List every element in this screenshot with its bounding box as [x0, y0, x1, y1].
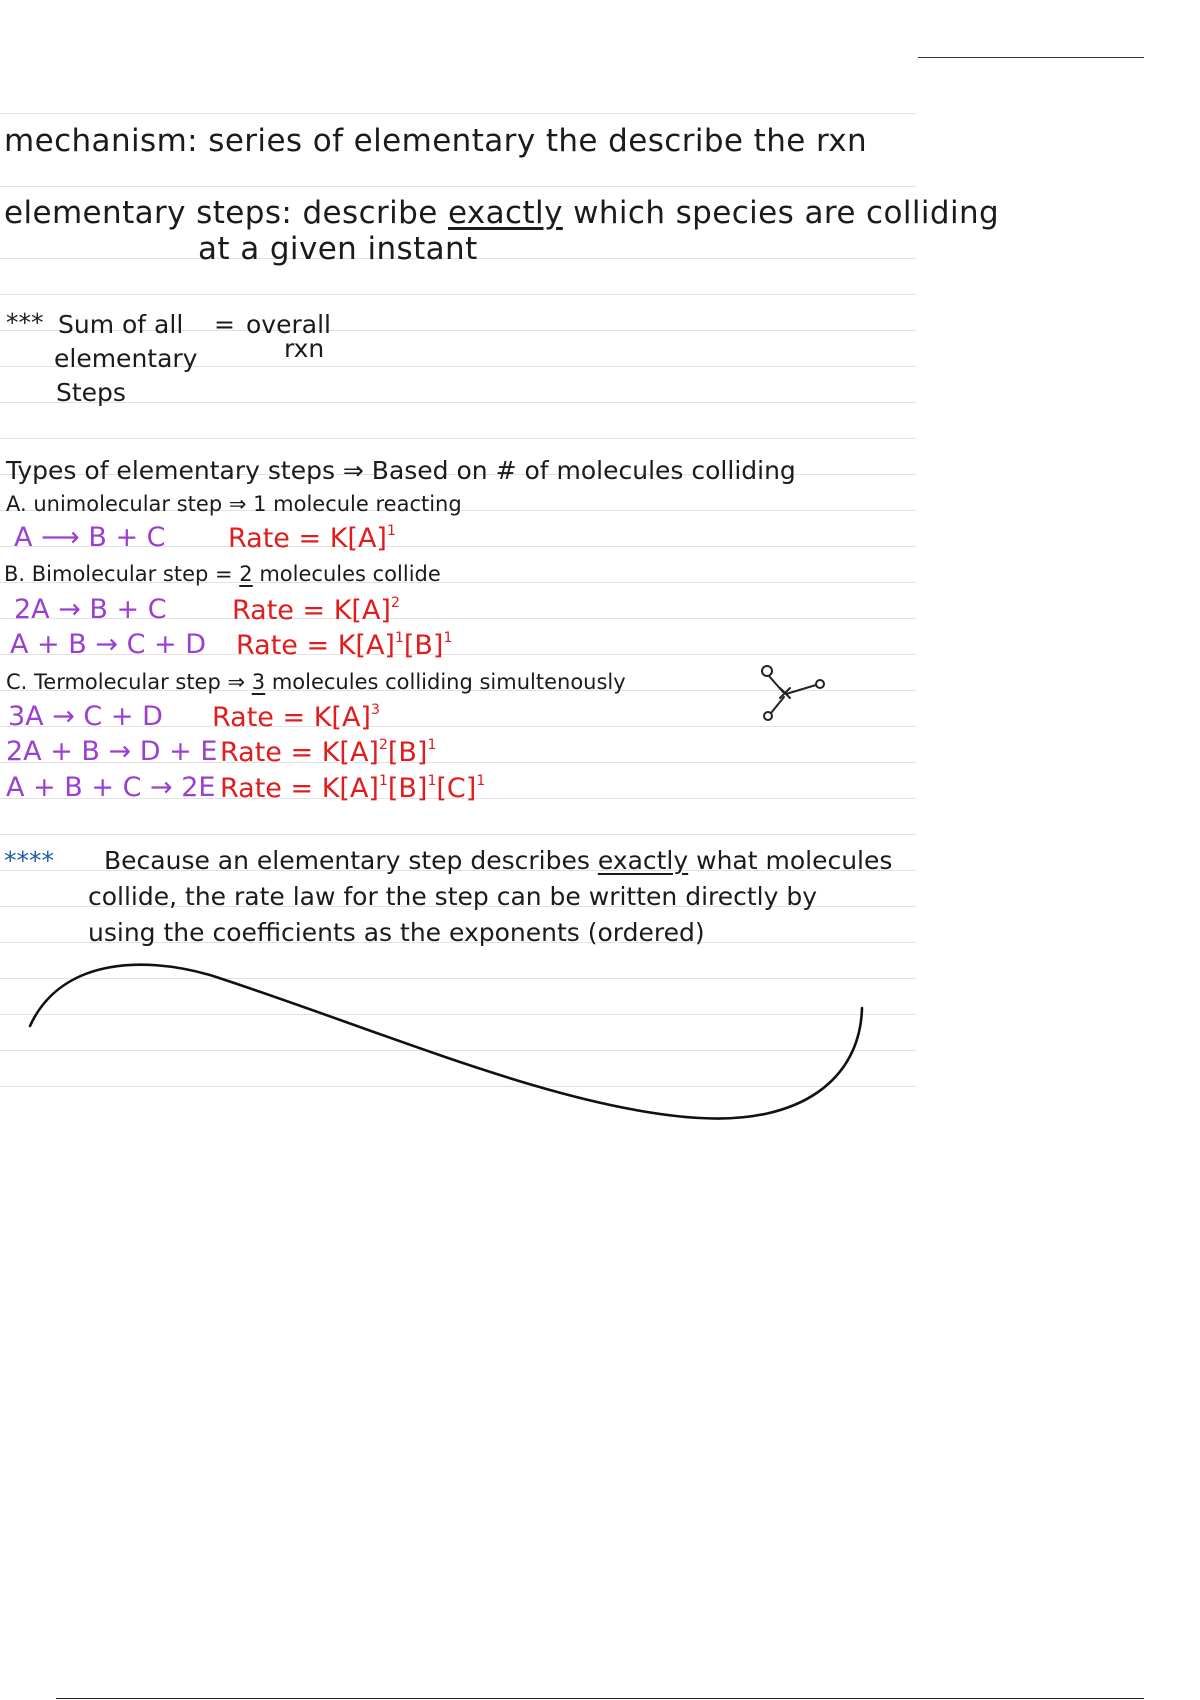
page-rule — [0, 186, 916, 187]
exactly-emphasis: exactly — [597, 846, 689, 875]
termolecular-equation-1: 3A → C + D — [8, 701, 163, 732]
rate-text: Rate = K[A] — [232, 595, 391, 626]
rate-text: Rate = K[A] — [212, 702, 371, 733]
sum-note-line3: Steps — [56, 378, 126, 407]
bimolecular-rate-law-1 — [232, 596, 400, 624]
elementary-steps-continuation: at a given instant — [198, 231, 478, 267]
page-rule — [0, 113, 916, 114]
termolecular-heading-prefix: C. Termolecular step ⇒ — [6, 670, 252, 694]
termolecular-heading-suffix: molecules colliding simultenously — [265, 670, 626, 694]
exactly-emphasis: exactly — [447, 195, 563, 231]
rate-law-note-line2: collide, the rate law for the step can be written directly by — [88, 882, 818, 911]
unimolecular-equation: A ⟶ B + C — [14, 522, 166, 553]
unimolecular-rate-law — [228, 524, 396, 552]
rate-exponent: 1 — [394, 630, 404, 646]
footer-rule — [56, 1698, 1144, 1699]
page-rule — [0, 834, 916, 835]
note-prefix: Because an elementary step describes — [104, 846, 598, 875]
page-rule — [0, 438, 916, 439]
bimolecular-equation-1: 2A → B + C — [14, 594, 167, 625]
rate-text: Rate = K[A] — [220, 773, 379, 804]
sum-note-line1: Sum of all — [58, 310, 184, 339]
unimolecular-heading: A. unimolecular step ⇒ 1 molecule reacting — [6, 492, 462, 516]
page-rule — [0, 1014, 916, 1015]
rate-exponent: 2 — [390, 595, 400, 611]
rate-law-note-stars: **** — [4, 846, 54, 875]
rate-text: Rate = K[A] — [228, 523, 387, 554]
three-molecule-collision-icon — [756, 664, 828, 726]
rate-law-note-line3: using the coefficients as the exponents (ordered) — [88, 918, 705, 947]
page-rule — [0, 402, 916, 403]
rate-text: [B] — [387, 737, 428, 768]
termolecular-equation-2: 2A + B → D + E — [6, 736, 218, 767]
sum-note-line2: elementary — [54, 344, 198, 373]
rate-exponent: 2 — [378, 737, 388, 753]
rate-exponent: 1 — [378, 773, 388, 789]
page-rule — [0, 1086, 916, 1087]
header-rule — [918, 57, 1144, 58]
mechanism-definition: mechanism: series of elementary the describe the rxn — [4, 123, 868, 159]
types-heading: Types of elementary steps ⇒ Based on # of molecules colliding — [6, 456, 796, 485]
bimolecular-heading-suffix: molecules collide — [252, 562, 441, 586]
page-rule — [0, 1050, 916, 1051]
rate-exponent: 1 — [476, 773, 486, 789]
rate-exponent: 1 — [443, 630, 453, 646]
termolecular-rate-law-1 — [212, 703, 380, 731]
rate-text: Rate = K[A] — [220, 737, 379, 768]
rate-text: [B] — [403, 630, 444, 661]
bimolecular-count: 2 — [239, 562, 253, 586]
rate-exponent: 1 — [386, 523, 396, 539]
sum-note-stars: *** — [6, 308, 44, 337]
termolecular-count: 3 — [251, 670, 266, 694]
note-suffix: what molecules — [688, 846, 893, 875]
termolecular-rate-law-2 — [220, 738, 436, 766]
page-rule — [0, 294, 916, 295]
elementary-steps-definition — [4, 195, 1000, 231]
sum-note-equals: = — [214, 310, 235, 339]
elementary-suffix: which species are colliding — [562, 195, 1000, 231]
page-rule — [0, 978, 916, 979]
rate-law-note-line1 — [104, 848, 892, 873]
bimolecular-heading — [4, 564, 441, 585]
rate-exponent: 1 — [427, 737, 437, 753]
elementary-prefix: elementary steps: describe — [4, 195, 448, 231]
rate-exponent: 1 — [427, 773, 437, 789]
bimolecular-rate-law-2 — [236, 631, 452, 659]
sum-note-overall: overall — [246, 310, 331, 339]
termolecular-rate-law-3 — [220, 774, 485, 802]
rate-exponent: 3 — [370, 702, 380, 718]
termolecular-heading — [6, 672, 626, 693]
rate-text: [B] — [387, 773, 428, 804]
bimolecular-heading-prefix: B. Bimolecular step = — [4, 562, 240, 586]
rate-text: Rate = K[A] — [236, 630, 395, 661]
termolecular-equation-3: A + B + C → 2E — [6, 772, 216, 803]
bimolecular-equation-2: A + B → C + D — [10, 629, 207, 660]
rate-text: [C] — [436, 773, 477, 804]
sum-note-rxn: rxn — [284, 334, 325, 363]
